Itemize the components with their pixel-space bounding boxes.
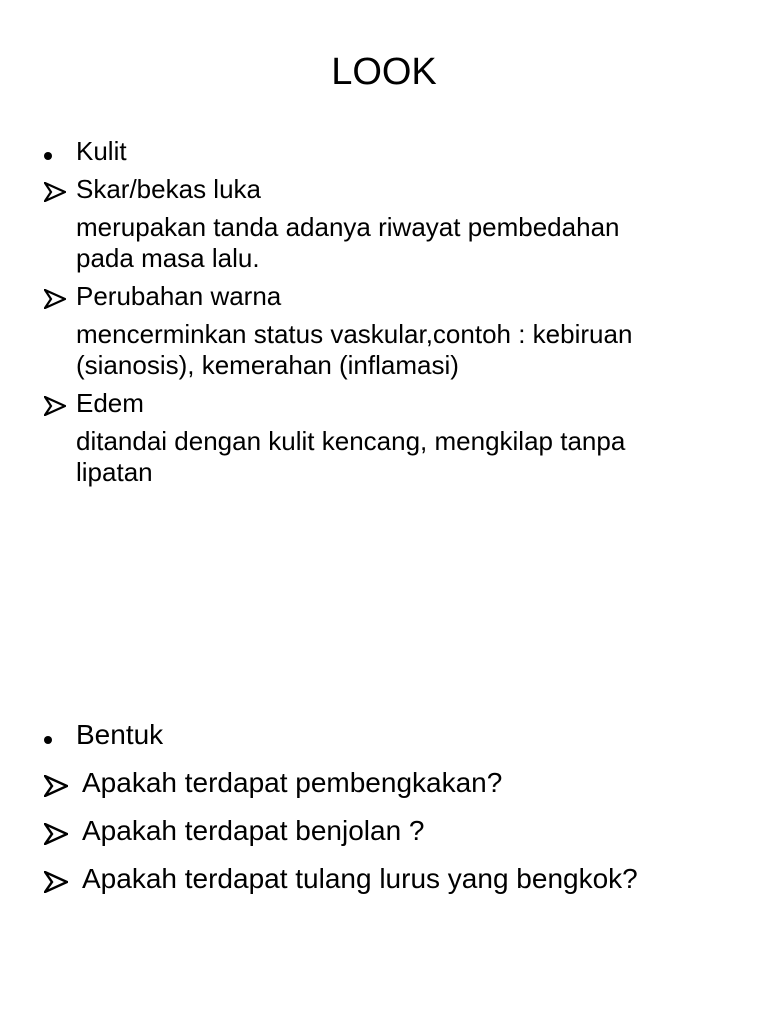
item-description — [44, 212, 734, 274]
description-line: (sianosis), kemerahan (inflamasi) — [76, 350, 459, 380]
description-line: pada masa lalu. — [76, 243, 260, 273]
sub-bullet-item — [44, 388, 744, 426]
bullet-item — [44, 716, 744, 764]
question-text: Apakah terdapat benjolan ? — [82, 815, 425, 846]
section-kulit — [44, 136, 744, 495]
item-description — [44, 319, 734, 381]
sub-bullet-label: Skar/bekas luka — [76, 174, 261, 204]
slide-title: LOOK — [331, 51, 437, 93]
arrow-bullet-icon — [44, 396, 66, 416]
section-heading: Bentuk — [76, 719, 164, 750]
section-bentuk — [44, 716, 744, 908]
arrow-bullet-icon — [44, 871, 68, 893]
bullet-dot-icon — [44, 716, 52, 754]
description-line: mencerminkan status vaskular,contoh : kebiruan — [76, 319, 633, 349]
sub-bullet-item — [44, 860, 744, 908]
sub-bullet-item — [44, 764, 744, 812]
item-description — [44, 426, 734, 488]
sub-bullet-item — [44, 812, 744, 860]
section-heading: Kulit — [76, 136, 127, 166]
arrow-bullet-icon — [44, 823, 68, 845]
sub-bullet-label: Edem — [76, 388, 144, 418]
question-text: Apakah terdapat pembengkakan? — [82, 767, 503, 798]
sub-bullet-item — [44, 174, 744, 212]
arrow-bullet-icon — [44, 289, 66, 309]
bullet-item — [44, 136, 744, 174]
arrow-bullet-icon — [44, 775, 68, 797]
arrow-bullet-icon — [44, 182, 66, 202]
question-text: Apakah terdapat tulang lurus yang bengkok? — [82, 863, 638, 894]
sub-bullet-label: Perubahan warna — [76, 281, 282, 311]
description-line: ditandai dengan kulit kencang, mengkilap tanpa — [76, 426, 626, 456]
sub-bullet-item — [44, 281, 744, 319]
description-line: lipatan — [76, 457, 153, 487]
description-line: merupakan tanda adanya riwayat pembedahan — [76, 212, 620, 242]
bullet-dot-icon — [44, 136, 52, 167]
